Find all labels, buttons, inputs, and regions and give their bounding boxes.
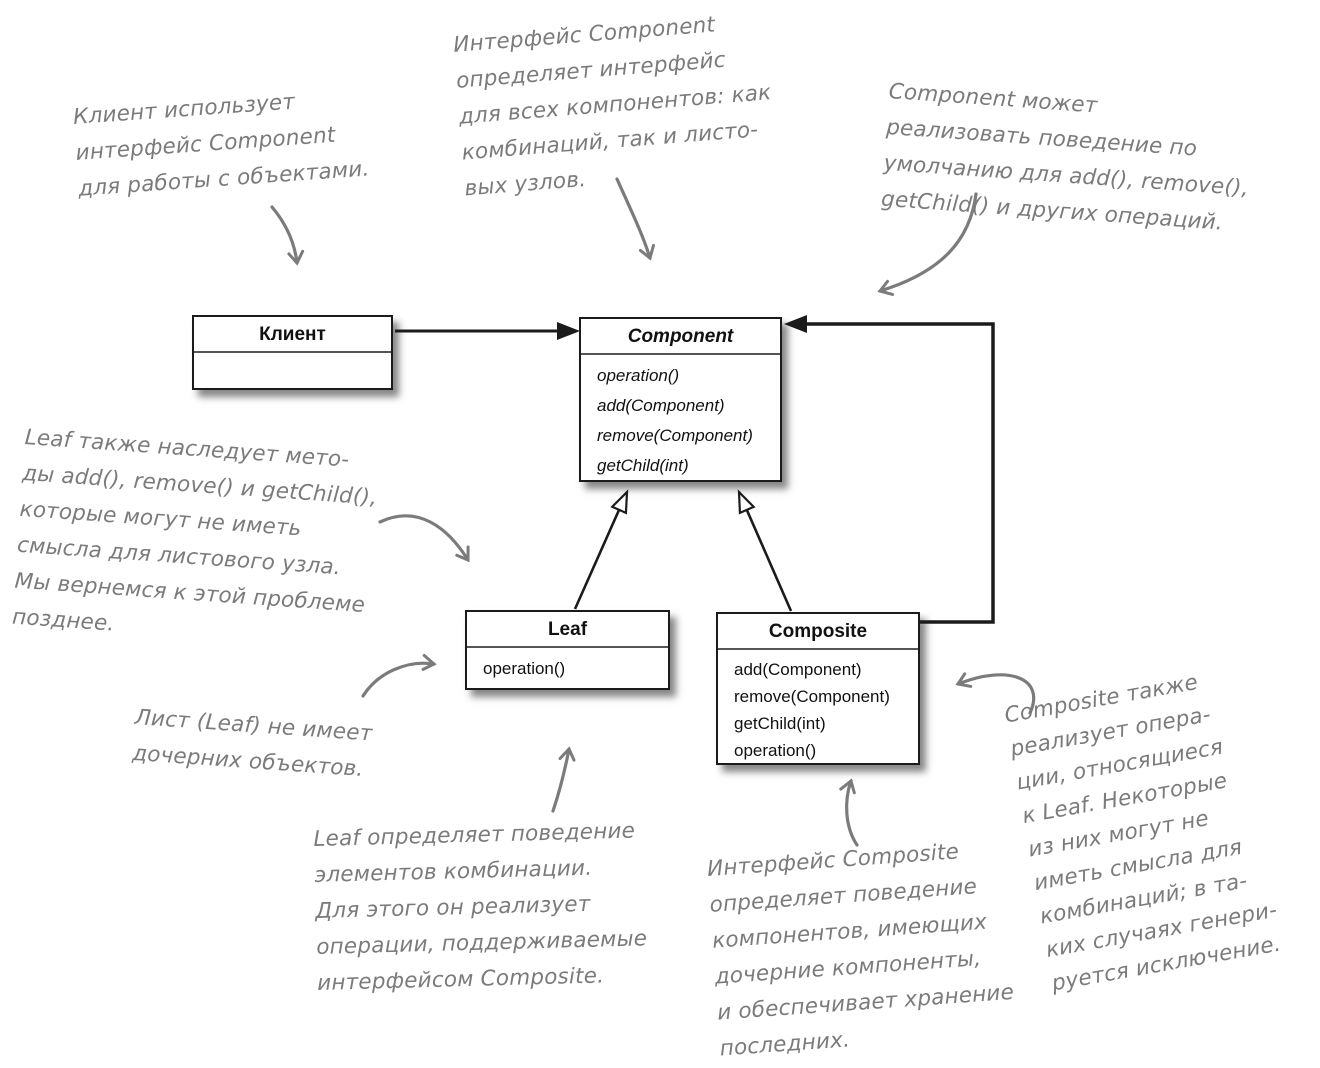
class-box-client [192,315,393,390]
class-body-leaf [467,648,668,684]
class-method: operation() [734,741,817,760]
leaf-inheritance-arrow [575,492,627,609]
note-arrow-leaf-left [363,663,434,696]
note-leaf-defines: Leaf определяет поведение элементов комбинации. Для этого он реализует операции, поддерживаемые интерфейсом Composite. [313,818,648,996]
client-to-component-arrow [395,322,580,340]
class-body-component [581,355,780,481]
note-leaf-inherits: Leaf также наследует мето- ды add(), remove() и getChild(), которые могут не иметь смысла для листового узла. Мы вернемся к этой проблеме позднее. [11,424,378,637]
class-method: add(Component) [734,660,862,679]
class-method: operation() [483,659,566,678]
class-title-leaf: Leaf [467,612,668,648]
class-title-client: Клиент [194,317,391,353]
note-arrow-client [272,207,297,263]
note-composite-interface: Интерфейс Composite определяет поведение компонентов, имеющих дочерние компоненты, и обеспечивает хранение последних. [706,839,1015,1062]
note-arrow-composite-bottom [847,781,857,845]
note-client-uses: Клиент использует интерфейс Component для работы с объектами. [72,89,371,202]
class-title-composite: Composite [718,614,918,650]
class-box-composite [716,612,920,765]
note-composite-also: Composite также реализует опера- ции, относящиеся к Leaf. Некоторые из них могут не иметь смысла для комбинаций; в та- ких случаях генери- руется исключение. [1002,669,1283,997]
class-method: getChild(int) [734,714,826,733]
note-component-default: Component может реализовать поведение по умолчанию для add(), remove(), getChild() и других операций. [880,78,1250,236]
composite-to-component-arrow [784,315,993,622]
class-body-client [194,353,391,359]
class-body-composite [718,650,918,764]
class-method: add(Component) [597,396,725,415]
class-method: operation() [597,366,680,385]
class-method: getChild(int) [597,456,689,475]
note-leaf-no-children: Лист (Leaf) не имеет дочерних объектов. [131,704,374,783]
class-method: remove(Component) [597,426,753,445]
class-method: remove(Component) [734,687,890,706]
note-component-interface: Интерфейс Component определяет интерфейс для всех компонентов: как комбинаций, так и листо- вых узлов. [452,12,773,202]
class-box-leaf [465,610,670,690]
note-arrow-leaf-bottom [553,749,569,811]
class-title-component: Component [581,319,780,355]
class-box-component [579,317,782,482]
composite-inheritance-arrow [739,492,791,611]
